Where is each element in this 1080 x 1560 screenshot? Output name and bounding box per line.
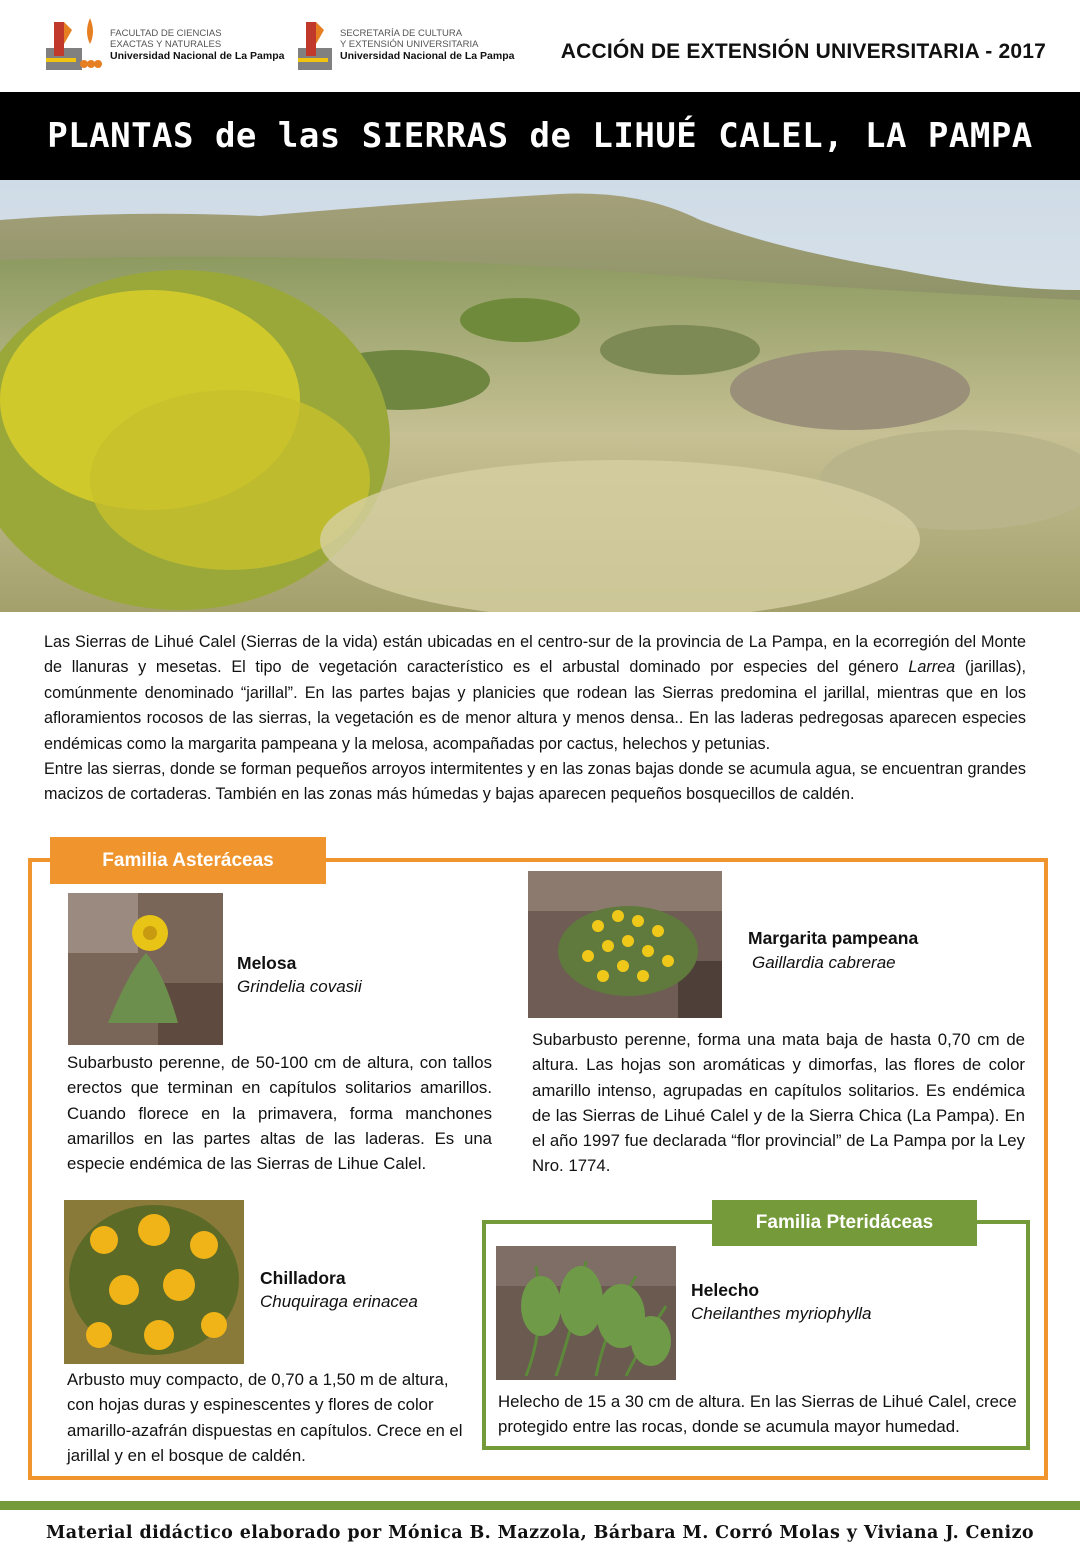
- intro-paragraph-2: Entre las sierras, donde se forman pequeños arroyos intermitentes y en las zonas bajas donde se acumula agua, se encuentran grandes macizos de cortaderas. También en las zonas más húmedas y bajas aparecen pequeños bosquecillos de caldén.: [44, 760, 1026, 804]
- asteraceae-tab: Familia Asteráceas: [50, 837, 326, 884]
- chilladora-name: Chilladora: [260, 1268, 346, 1288]
- helecho-name: Helecho: [691, 1280, 760, 1300]
- logo-fcen: [44, 12, 284, 78]
- fcen-logo-mark: [44, 14, 104, 76]
- margarita-pampeana-description: Subarbusto perenne, forma una mata baja de hasta 0,70 cm de altura. Las hojas son aromáticas y dimorfas, las flores de color amarillo intenso, agrupadas en capítulos solitarios. Es endémica de las Sierras de Lihué Calel y de la Sierra Chica (La Pampa). En el año 1997 fue declarada “flor provincial” de La Pampa por la Ley Nro. 1774.: [532, 1030, 1025, 1176]
- melosa-name: Melosa: [237, 953, 297, 973]
- intro-paragraph-1: [44, 630, 1026, 757]
- pteridaceae-tab: Familia Pteridáceas: [712, 1200, 977, 1246]
- footer-credits: Material didáctico elaborado por Mónica B. Mazzola, Bárbara M. Corró Molas y Viviana J. Cenizo: [45, 1523, 1035, 1543]
- hero-landscape-photo: [0, 180, 1080, 612]
- logo2-line2: Y EXTENSIÓN UNIVERSITARIA: [340, 39, 479, 50]
- intro-genus-larrea: Larrea: [908, 658, 956, 677]
- helecho-description: Helecho de 15 a 30 cm de altura. En las Sierras de Lihué Calel, crece protegido entre las rocas, donde se acumula mayor humedad.: [498, 1392, 1017, 1437]
- logo-secretaria: [296, 12, 514, 78]
- chilladora-description: Arbusto muy compacto, de 0,70 a 1,50 m de altura, con hojas duras y espinescentes y flores de color amarillo-azafrán dispuestas en capítulos. Crece en el jarillal y en el bosque de caldén.: [67, 1370, 463, 1465]
- helecho-photo: [496, 1246, 676, 1380]
- chilladora-photo: [64, 1200, 244, 1364]
- title-bar: [0, 92, 1080, 180]
- logo1-line1: FACULTAD DE CIENCIAS: [110, 28, 222, 39]
- header-right-text: ACCIÓN DE EXTENSIÓN UNIVERSITARIA - 2017: [560, 40, 1046, 63]
- secretaria-logo-mark: [296, 14, 334, 76]
- intro-p1-part2: (jarillas), comúnmente denominado “jarillal”. En las partes bajas y planicies que rodean las Sierras predomina el jarillal, mientras que en los afloramientos rocosos de las sierras, la vegetación es de menor altura y menos densa.. En las laderas pedregosas aparecen especies endémicas como la margarita pampeana y la melosa, acompañadas por cactus, helechos y petunias.: [44, 658, 1027, 753]
- helecho-scientific-name: Cheilanthes myriophylla: [691, 1304, 872, 1323]
- logo2-line1: SECRETARÍA DE CULTURA: [340, 28, 463, 39]
- melosa-description: Subarbusto perenne, de 50-100 cm de altura, con tallos erectos que terminan en capítulos solitarios amarillos. Cuando florece en la primavera, forma manchones amarillos en las partes altas de las laderas. Es una especie endémica de las Sierras de Lihue Calel.: [67, 1053, 492, 1174]
- logo1-line2: EXACTAS Y NATURALES: [110, 39, 222, 50]
- logo1-university: Universidad Nacional de La Pampa: [110, 50, 285, 62]
- page-title: PLANTAS de las SIERRAS de LIHUÉ CALEL, LA PAMPA: [47, 116, 1033, 156]
- margarita-pampeana-scientific-name: Gaillardia cabrerae: [752, 953, 896, 972]
- footer-divider: [0, 1501, 1080, 1510]
- melosa-photo: [68, 893, 223, 1045]
- melosa-scientific-name: Grindelia covasii: [237, 977, 362, 996]
- logo2-university: Universidad Nacional de La Pampa: [340, 50, 515, 62]
- chilladora-scientific-name: Chuquiraga erinacea: [260, 1292, 418, 1311]
- margarita-pampeana-name: Margarita pampeana: [748, 928, 919, 948]
- margarita-pampeana-photo: [528, 871, 722, 1018]
- intro-p1-part1: Las Sierras de Lihué Calel (Sierras de la vida) están ubicadas en el centro-sur de la provincia de La Pampa, en la ecorregión del Monte de llanuras y mesetas. El tipo de vegetación característico es el arbustal dominado por especies del género: [44, 633, 1026, 677]
- intro-text: [44, 630, 1026, 808]
